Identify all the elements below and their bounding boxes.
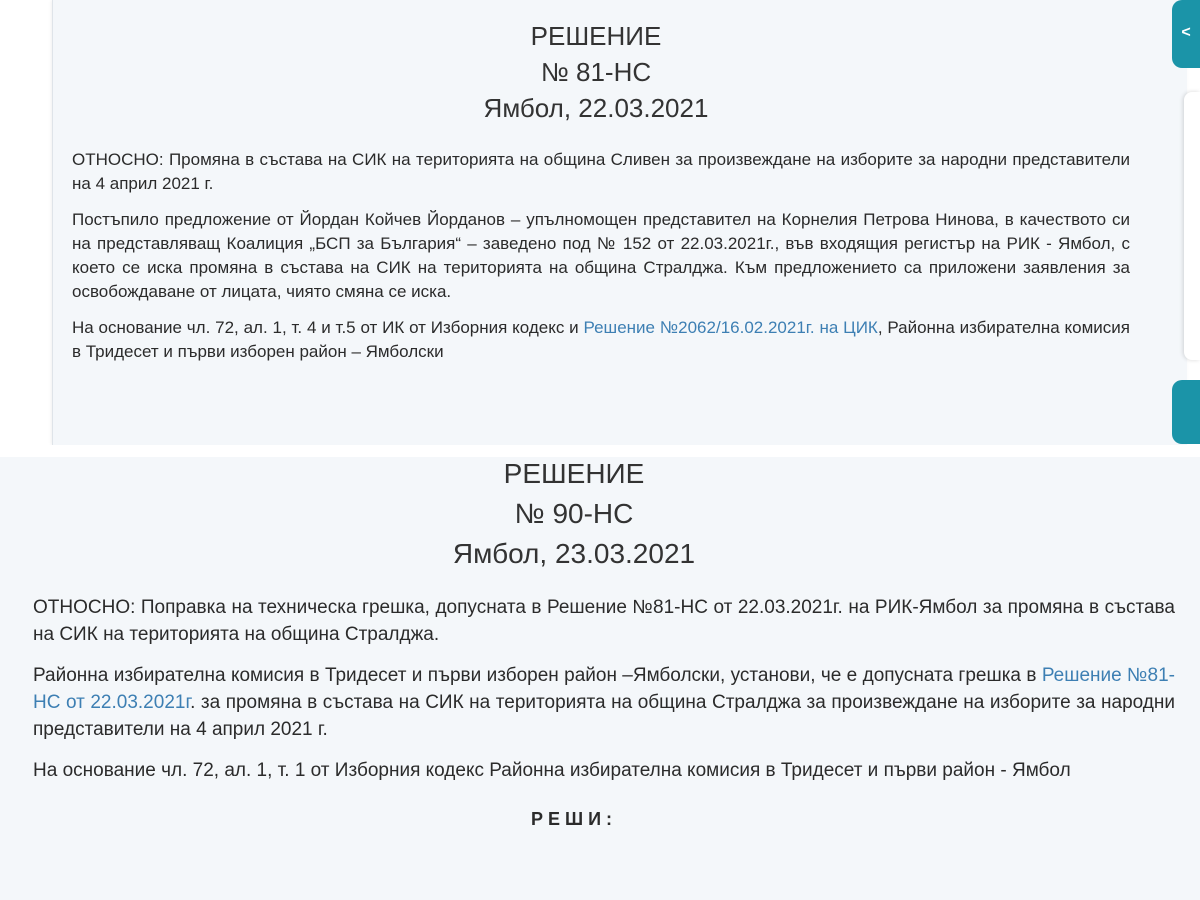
legal-basis-text-start: На основание чл. 72, ал. 1, т. 4 и т.5 от ИК от Изборния кодекс и — [72, 318, 584, 337]
subject-paragraph: ОТНОСНО: Промяна в състава на СИК на територията на община Сливен за произвеждане на изборите за народни представители на 4 април 2021 г. — [72, 150, 1130, 193]
legal-basis-paragraph — [72, 316, 1130, 364]
decision-81-link[interactable]: Решение №81-НС от 22.03.2021г — [33, 665, 1175, 713]
proposal-paragraph: Постъпило предложение от Йордан Койчев Йорданов – упълномощен представител на Корнелия Петрова Нинова, в качеството си на представляващ Коалиция „БСП за България“ – заведено под № 152 от 22.03.2021г., във входящия регистър на РИК - Ямбол, с което се иска промяна в състава на СИК на територията на община Стралджа. Към предложението са приложени заявления за освобождаване от лицата, чиято смяна се иска. — [72, 210, 1130, 301]
decision-place-date: Ямбол, 22.03.2021 — [483, 93, 709, 123]
legal-basis-text-end: , Районна избирателна комисия в Тридесет и първи изборен район – Ямболски — [72, 318, 1130, 361]
decision-90-screenshot — [0, 457, 1200, 900]
finding-text-start: Районна избирателна комисия в Тридесет и първи изборен район –Ямболски, установи, че е допусната грешка в — [33, 665, 1042, 686]
cik-decision-link[interactable]: Решение №2062/16.02.2021г. на ЦИК — [583, 318, 878, 337]
sidebar-card — [1184, 92, 1200, 360]
sidebar-tab-button[interactable] — [1172, 380, 1200, 444]
legal-basis-paragraph: На основание чл. 72, ал. 1, т. 1 от Изборния кодекс Районна избирателна комисия в Тридесет и първи район - Ямбол — [33, 760, 1071, 781]
decision-title: РЕШЕНИЕ — [530, 21, 662, 51]
decision-place-date: Ямбол, 23.03.2021 — [452, 538, 696, 569]
screenshot-divider — [0, 445, 1200, 457]
subject-paragraph: ОТНОСНО: Поправка на техническа грешка, допусната в Решение №81-НС от 22.03.2021г. на РИК-Ямбол за промяна в състава на СИК на територията на община Стралджа. — [33, 597, 1175, 645]
collapse-sidebar-button[interactable] — [1172, 0, 1200, 68]
decision-90-document — [33, 457, 1175, 833]
finding-text-end: . за промяна в състава на СИК на територията на община Стралджа за произвеждане на изборите за народни представители на 4 април 2021 г. — [33, 692, 1175, 740]
decision-number: № 90-НС — [514, 498, 634, 529]
decision-title: РЕШЕНИЕ — [503, 458, 645, 489]
decision-81-screenshot — [0, 0, 1200, 445]
decision-verb: РЕШИ: — [530, 809, 618, 829]
decision-81-document — [72, 18, 1130, 376]
finding-paragraph — [33, 662, 1175, 743]
decision-number: № 81-НС — [540, 57, 652, 87]
decision-90-heading — [33, 457, 1175, 574]
chevron-left-icon: < — [1181, 24, 1191, 41]
decision-81-heading — [72, 18, 1130, 126]
